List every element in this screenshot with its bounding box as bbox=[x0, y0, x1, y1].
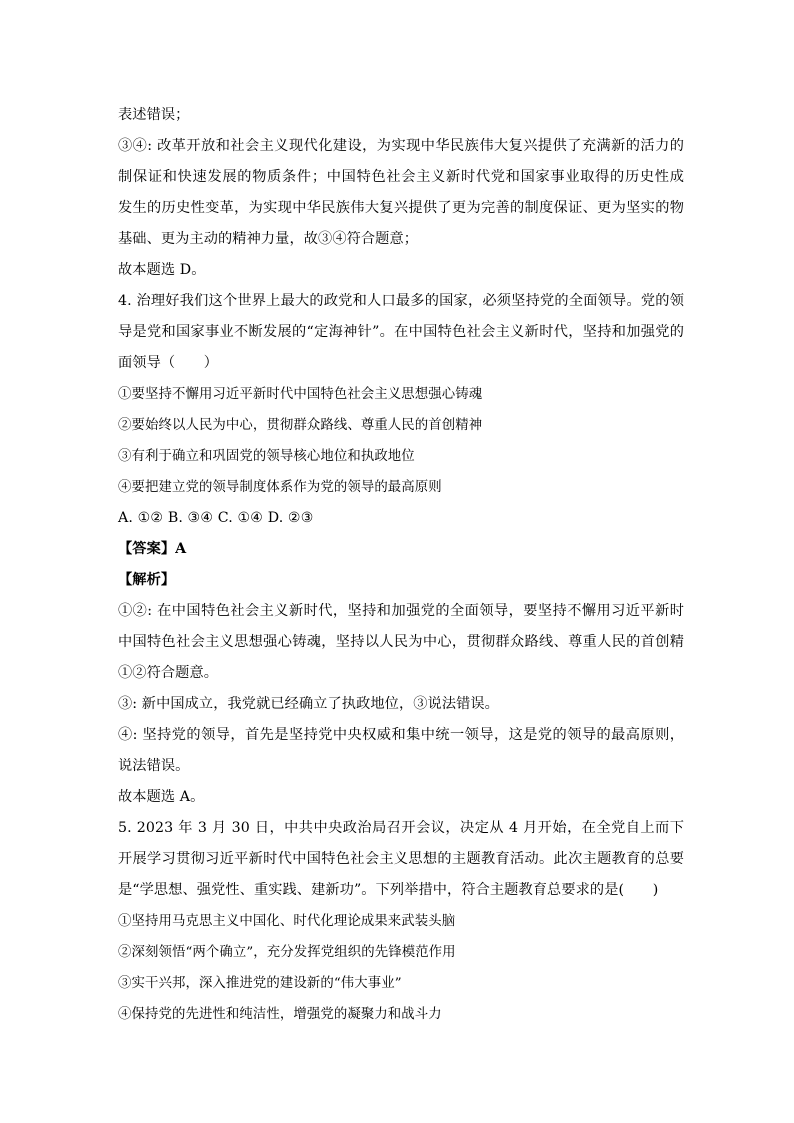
option-line: ②要始终以人民为中心，贯彻群众路线、尊重人民的首创精神 bbox=[118, 418, 483, 433]
text-line: ④: 坚持党的领导，首先是坚持党中央权威和集中统一领导，这是党的领导的最高原则， bbox=[118, 727, 684, 743]
text-line: 开展学习贯彻习近平新时代中国特色社会主义思想的主题教育活动。此次主题教育的总要 bbox=[118, 851, 684, 867]
text-line: 故本题选 D。 bbox=[118, 262, 206, 278]
section-tag: 【解析】 bbox=[118, 572, 176, 588]
option-line: ④要把建立党的领导制度体系作为党的领导的最高原则 bbox=[118, 480, 442, 495]
text-line: ①②: 在中国特色社会主义新时代，坚持和加强党的全面领导，要坚持不懈用习近平新时 bbox=[118, 603, 684, 619]
text-line: 面领导（ ） bbox=[118, 355, 219, 371]
text-line: ①②符合题意。 bbox=[118, 665, 219, 681]
section-tag: 【答案】A bbox=[118, 541, 187, 557]
option-line: ③有利于确立和巩固党的领导核心地位和执政地位 bbox=[118, 449, 415, 464]
text-line: 说法错误。 bbox=[118, 758, 190, 774]
text-line: 表述错误； bbox=[118, 107, 190, 123]
text-line: 导是党和国家事业不断发展的“定海神针”。在中国特色社会主义新时代，坚持和加强党的 bbox=[118, 324, 684, 340]
text-line: 基础、更为主动的精神力量，故③④符合题意； bbox=[118, 231, 419, 247]
text-line: A. ①② B. ③④ C. ①④ D. ②③ bbox=[118, 510, 314, 526]
option-line: ①坚持用马克思主义中国化、时代化理论成果来武装头脑 bbox=[118, 914, 456, 929]
text-line: 中国特色社会主义思想强心铸魂，坚持以人民为中心，贯彻群众路线、尊重人民的首创精 bbox=[118, 634, 684, 650]
text-line: ③: 新中国成立，我党就已经确立了执政地位，③说法错误。 bbox=[118, 696, 499, 712]
text-line: 发生的历史性变革，为实现中华民族伟大复兴提供了更为完善的制度保证、更为坚实的物 bbox=[118, 200, 684, 216]
text-line: 制保证和快速发展的物质条件；中国特色社会主义新时代党和国家事业取得的历史性成 bbox=[118, 169, 684, 185]
option-line: ②深刻领悟“两个确立”，充分发挥党组织的先锋模范作用 bbox=[118, 945, 456, 960]
option-line: ④保持党的先进性和纯洁性，增强党的凝聚力和战斗力 bbox=[118, 1007, 442, 1022]
text-line: 故本题选 A。 bbox=[118, 789, 205, 805]
text-line: ③④: 改革开放和社会主义现代化建设，为实现中华民族伟大复兴提供了充满新的活力的 bbox=[118, 138, 684, 154]
text-line: 4. 治理好我们这个世界上最大的政党和人口最多的国家，必须坚持党的全面领导。党的领 bbox=[118, 293, 684, 309]
document-page bbox=[118, 100, 684, 1030]
option-line: ③实干兴邦，深入推进党的建设新的“伟大事业” bbox=[118, 976, 402, 991]
text-line: 5. 2023 年 3 月 30 日，中共中央政治局召开会议，决定从 4 月开始，在全党自上而下 bbox=[118, 820, 684, 836]
text-line: 是“学思想、强党性、重实践、建新功”。下列举措中，符合主题教育总要求的是( ) bbox=[118, 882, 659, 898]
option-line: ①要坚持不懈用习近平新时代中国特色社会主义思想强心铸魂 bbox=[118, 387, 483, 402]
